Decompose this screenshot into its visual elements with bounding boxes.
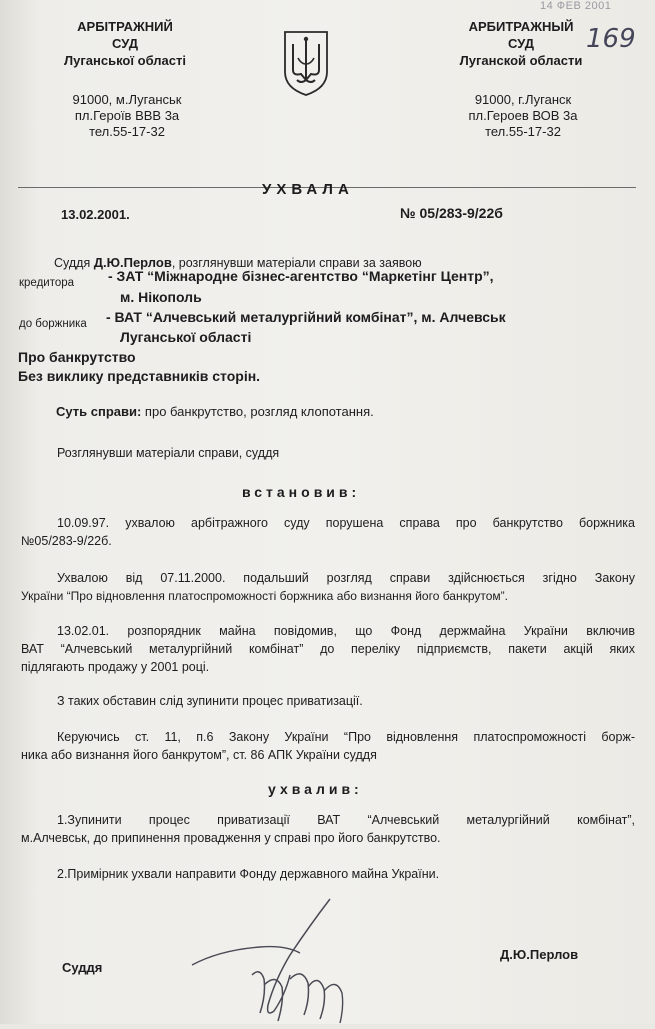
court-address-ua-line1: 91000, м.Луганськ	[72, 92, 182, 107]
court-name-ua-line2: СУД	[112, 36, 138, 51]
paragraph-2-line1: Ухвалою від 07.11.2000. подальший розгляд справи здійснюється згідно Закону	[57, 571, 635, 585]
creditor-line2: м. Нікополь	[120, 289, 202, 305]
without-parties: Без виклику представників сторін.	[18, 368, 261, 384]
debtor-label: до боржника	[19, 318, 87, 330]
case-subject: Про банкрутство	[18, 349, 136, 365]
judge-intro-name: Д.Ю.Перлов	[93, 255, 172, 270]
case-essence	[56, 404, 374, 419]
resolution-1-line2: м.Алчевськ, до припинення провадження у справі про його банкрутство.	[21, 831, 441, 845]
paragraph-5-line2: ника або визнання його банкрутом”, ст. 86 АПК України суддя	[21, 748, 377, 762]
court-name-ua-line1: АРБІТРАЖНИЙ	[77, 19, 173, 34]
court-address-ua-line2: пл.Героїв ВВВ 3а	[74, 108, 180, 123]
resolution-1-line1: 1.Зупинити процес приватизації ВАТ “Алчевський металургійний комбінат”,	[57, 813, 635, 827]
trident-emblem-icon	[281, 28, 331, 98]
court-address-ua-line3: тел.55-17-32	[89, 124, 165, 139]
debtor-line2: Луганської області	[120, 329, 252, 345]
case-essence-text: про банкрутство, розгляд клопотання.	[141, 404, 374, 419]
creditor-label: кредитора	[19, 277, 75, 289]
resolution-2: 2.Примірник ухвали направити Фонду державного майна України.	[57, 867, 440, 881]
paragraph-3-line1: 13.02.01. розпорядник майна повідомив, що Фонд держмайна України включив	[57, 624, 635, 638]
debtor-line1: - ВАТ “Алчевський металургійний комбінат”, м. Алчевськ	[106, 309, 506, 325]
court-name-ua	[55, 18, 195, 69]
court-name-ua-line3: Луганської області	[64, 53, 186, 68]
paragraph-3-line3: підлягають продажу у 2001 році.	[21, 660, 210, 674]
court-name-ru	[446, 18, 596, 69]
court-address-ru-line1: 91000, г.Луганск	[474, 92, 572, 107]
paragraph-4: З таких обставин слід зупинити процес приватизації.	[57, 694, 363, 708]
resolved-heading: ухвалив:	[268, 781, 363, 797]
received-stamp: 14 ФЕВ 2001	[540, 0, 612, 12]
court-address-ua	[52, 92, 202, 140]
paragraph-1-line1: 10.09.97. ухвалою арбітражного суду порушена справа про банкрутство боржника	[57, 516, 635, 530]
reviewed-line: Розглянувши матеріали справи, суддя	[57, 446, 280, 460]
judge-intro-rest: , розглянувши матеріали справи за заявою	[171, 256, 422, 270]
court-address-ru-line2: пл.Героев ВОВ 3а	[468, 108, 578, 123]
case-essence-label: Суть справи:	[56, 404, 142, 419]
court-name-ru-line2: СУД	[508, 36, 534, 51]
creditor-line1: - ЗАТ “Міжнародне бізнес-агентство “Маркетінг Центр”,	[108, 268, 494, 284]
document-date: 13.02.2001.	[61, 207, 130, 222]
page-number-handwritten: 169	[586, 24, 636, 54]
paragraph-3-line2: ВАТ “Алчевський металургійний комбінат” до переліку підприємств, пакети акцій яких	[21, 642, 635, 656]
paragraph-5-line1: Керуючись ст. 11, п.6 Закону України “Про відновлення платоспроможності борж-	[57, 730, 635, 744]
established-heading: встановив:	[242, 484, 361, 500]
footer-judge-label: Суддя	[62, 960, 103, 975]
footer-judge-name: Д.Ю.Перлов	[500, 947, 579, 962]
document-title: УХВАЛА	[262, 181, 354, 198]
document-number: № 05/283-9/22б	[400, 205, 503, 221]
court-address-ru-line3: тел.55-17-32	[485, 124, 561, 139]
court-name-ru-line3: Луганской области	[459, 53, 583, 68]
handwritten-signature	[190, 895, 370, 1024]
judge-intro-label: Суддя	[54, 256, 91, 270]
court-name-ru-line1: АРБИТРАЖНЫЙ	[468, 19, 574, 34]
paragraph-2-line2: України “Про відновлення платоспроможності боржника або визнання його банкрутом”.	[21, 589, 509, 603]
court-address-ru	[448, 92, 598, 140]
paragraph-1-line2: №05/283-9/22б.	[21, 534, 112, 548]
